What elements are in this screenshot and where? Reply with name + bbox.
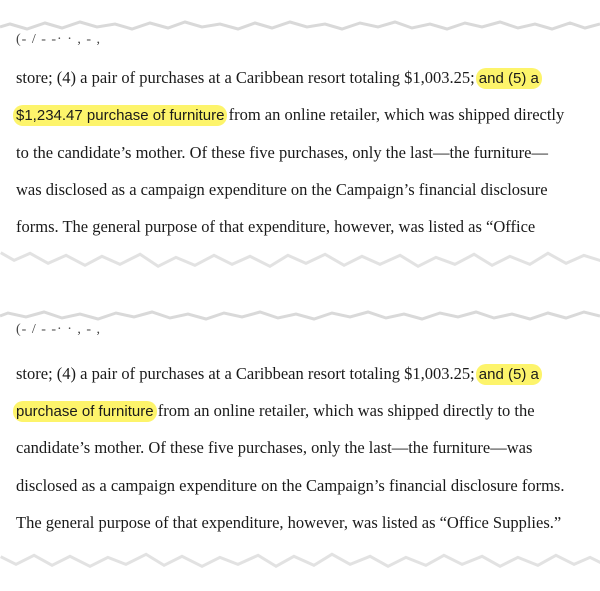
torn-cut-text: (- / - -· · , - , [16,322,102,337]
line-text: store; (4) a pair of purchases at a Caribbean resort totaling $1,003.25; [16,364,475,383]
line-text: store; (4) a pair of purchases at a Caribbean resort totaling $1,003.25; [16,68,475,87]
line-text: from an online retailer, which was shipped directly to the [157,401,535,420]
excerpt-a-line-4 [16,180,570,200]
excerpt-a-line-5 [16,217,570,237]
line-text: The general purpose of that expenditure, however, was listed as “Office Supplies.” [16,513,562,532]
excerpt-b-line-1 [16,364,570,385]
excerpt-a-line-3 [16,143,570,163]
line-text: forms. The general purpose of that expenditure, however, was listed as “Office [16,217,536,236]
excerpt-b-line-2 [16,401,570,422]
excerpt-b-line-4 [16,476,570,496]
line-text: candidate’s mother. Of these five purchases, only the last—the furniture—was [16,438,533,457]
torn-cut-text: (- / - -· · , - , [16,32,102,47]
line-text: to the candidate’s mother. Of these five purchases, only the last—the furniture— [16,143,548,162]
excerpt-b-line-3 [16,438,570,458]
highlight-mark: purchase of furniture [13,401,157,422]
excerpt-original [0,22,600,287]
excerpt-a-line-2 [16,105,570,126]
excerpt-altered [0,312,600,574]
excerpt-a-line-1 [16,68,570,89]
line-text: disclosed as a campaign expenditure on the Campaign’s financial disclosure forms. [16,476,565,495]
excerpt-b-line-5 [16,513,570,533]
highlight-mark: $1,234.47 purchase of furniture [13,105,227,126]
line-text: from an online retailer, which was shipped directly [228,105,565,124]
highlight-mark: and (5) a [476,68,542,89]
line-text: was disclosed as a campaign expenditure on the Campaign’s financial disclosure [16,180,548,199]
highlight-mark: and (5) a [476,364,542,385]
